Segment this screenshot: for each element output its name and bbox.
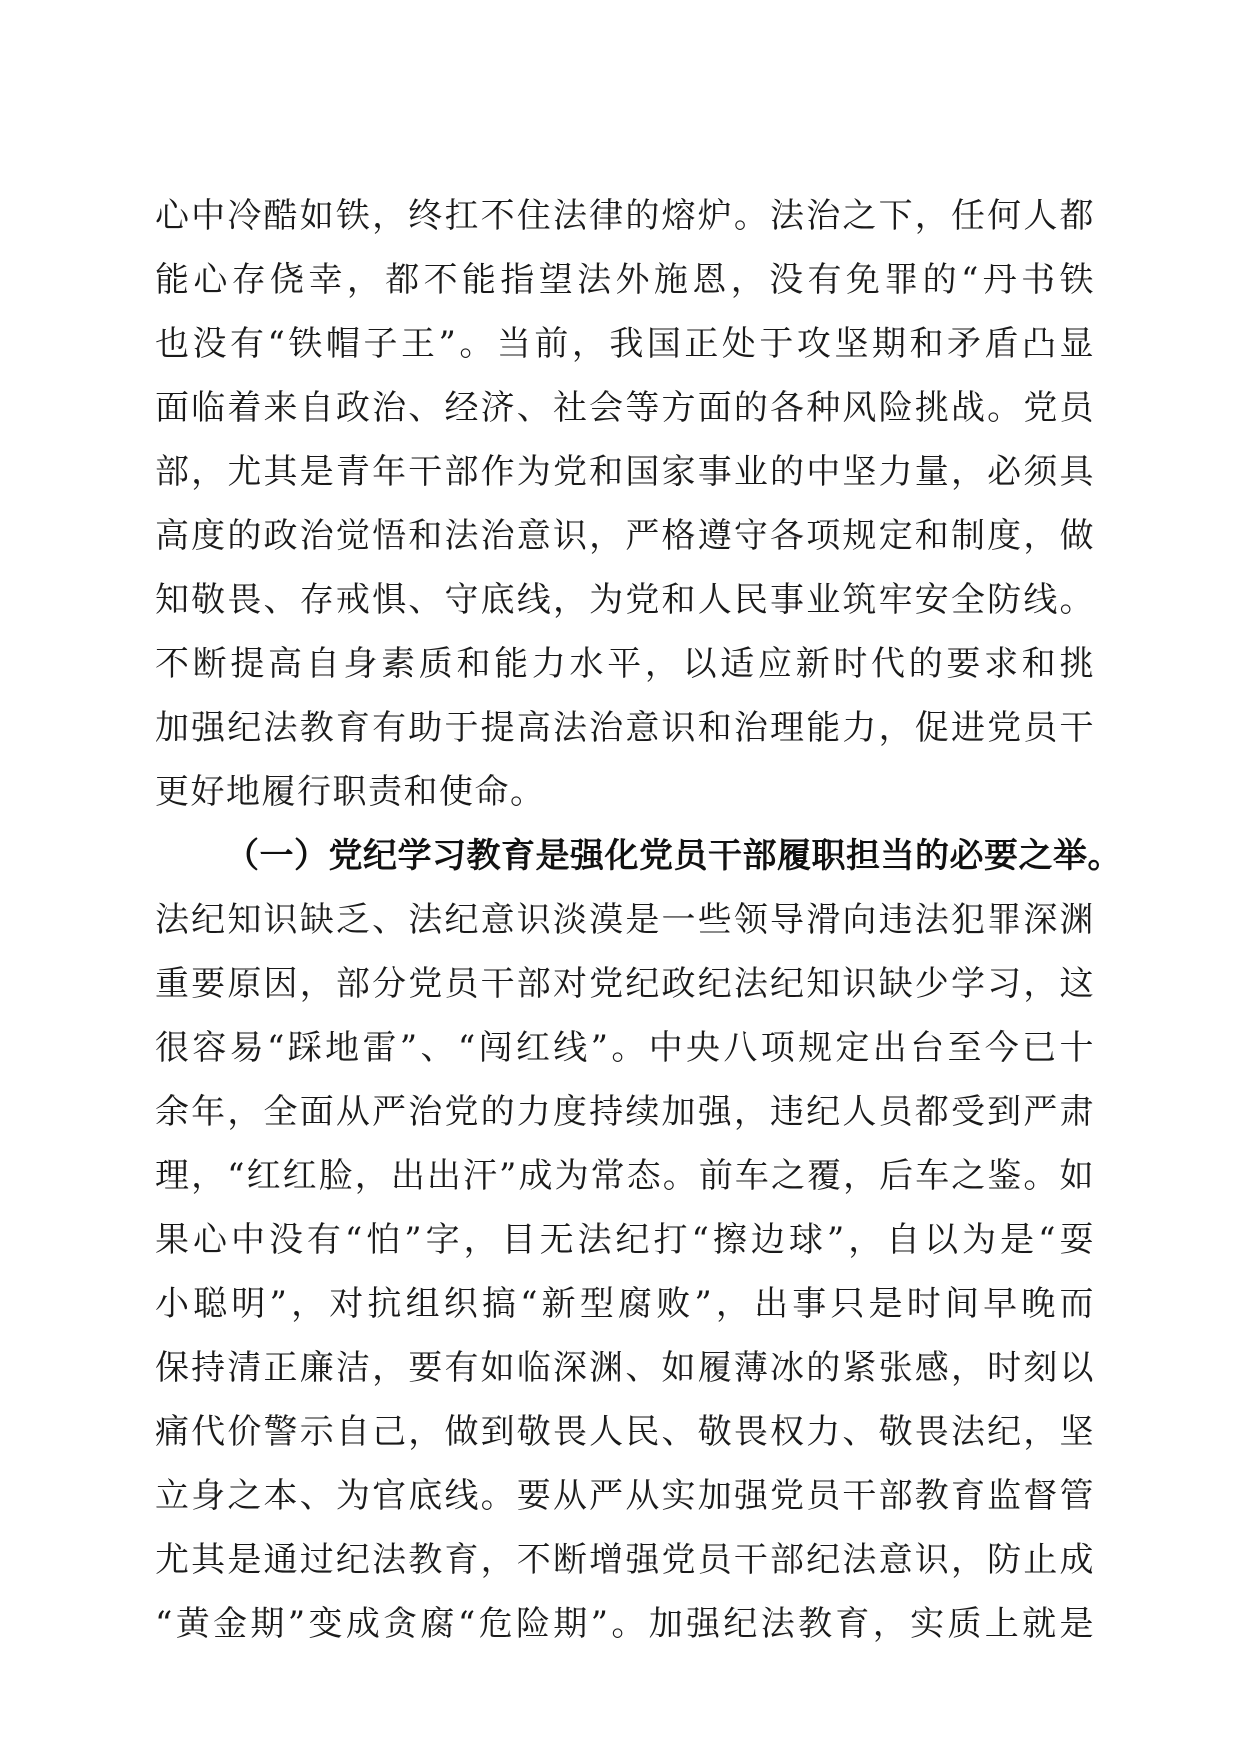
- text-line: 高度的政治觉悟和法治意识，严格遵守各项规定和制度，做: [155, 516, 1095, 556]
- section-heading: （一）党纪学习教育是强化党员干部履职担当的必要之举。: [225, 836, 1122, 876]
- paragraph-1: [155, 184, 1095, 824]
- text-line: 立身之本、为官底线。要从严从实加强党员干部教育监督管: [155, 1476, 1095, 1516]
- paragraph-2: [155, 888, 1095, 1656]
- text-line: 法纪知识缺乏、法纪意识淡漠是一些领导滑向违法犯罪深渊: [155, 900, 1095, 940]
- text-line: 重要原因，部分党员干部对党纪政纪法纪知识缺少学习，这: [155, 964, 1095, 1004]
- text-line: 保持清正廉洁，要有如临深渊、如履薄冰的紧张感，时刻以: [155, 1348, 1095, 1388]
- text-line: 心中冷酷如铁，终扛不住法律的熔炉。法治之下，任何人都: [155, 196, 1095, 236]
- text-line: 知敬畏、存戒惧、守底线，为党和人民事业筑牢安全防线。: [155, 580, 1095, 620]
- text-line: 很容易“踩地雷”、“闯红线”。中央八项规定出台至今已十: [155, 1028, 1095, 1068]
- text-line: “黄金期”变成贪腐“危险期”。加强纪法教育，实质上就是: [155, 1604, 1095, 1644]
- text-line: 能心存侥幸，都不能指望法外施恩，没有免罪的“丹书铁: [155, 260, 1095, 300]
- text-line: 果心中没有“怕”字，目无法纪打“擦边球”，自以为是“耍: [155, 1220, 1095, 1260]
- text-line: 更好地履行职责和使命。: [155, 772, 546, 812]
- text-line: 面临着来自政治、经济、社会等方面的各种风险挑战。党员: [155, 388, 1095, 428]
- text-line: 小聪明”，对抗组织搞“新型腐败”，出事只是时间早晚而: [155, 1284, 1095, 1324]
- text-line: 加强纪法教育有助于提高法治意识和治理能力，促进党员干: [155, 708, 1095, 748]
- text-line: 部，尤其是青年干部作为党和国家事业的中坚力量，必须具: [155, 452, 1095, 492]
- text-line: 不断提高自身素质和能力水平，以适应新时代的要求和挑: [155, 644, 1095, 684]
- text-line: 余年，全面从严治党的力度持续加强，违纪人员都受到严肃: [155, 1092, 1095, 1132]
- text-line: 尤其是通过纪法教育，不断增强党员干部纪法意识，防止成: [155, 1540, 1095, 1580]
- body-text: [155, 184, 1122, 1656]
- text-line: 理，“红红脸，出出汗”成为常态。前车之覆，后车之鉴。如: [155, 1156, 1095, 1196]
- text-line: 痛代价警示自己，做到敬畏人民、敬畏权力、敬畏法纪，坚: [155, 1412, 1095, 1452]
- text-line: 也没有“铁帽子王”。当前，我国正处于攻坚期和矛盾凸显: [155, 324, 1095, 364]
